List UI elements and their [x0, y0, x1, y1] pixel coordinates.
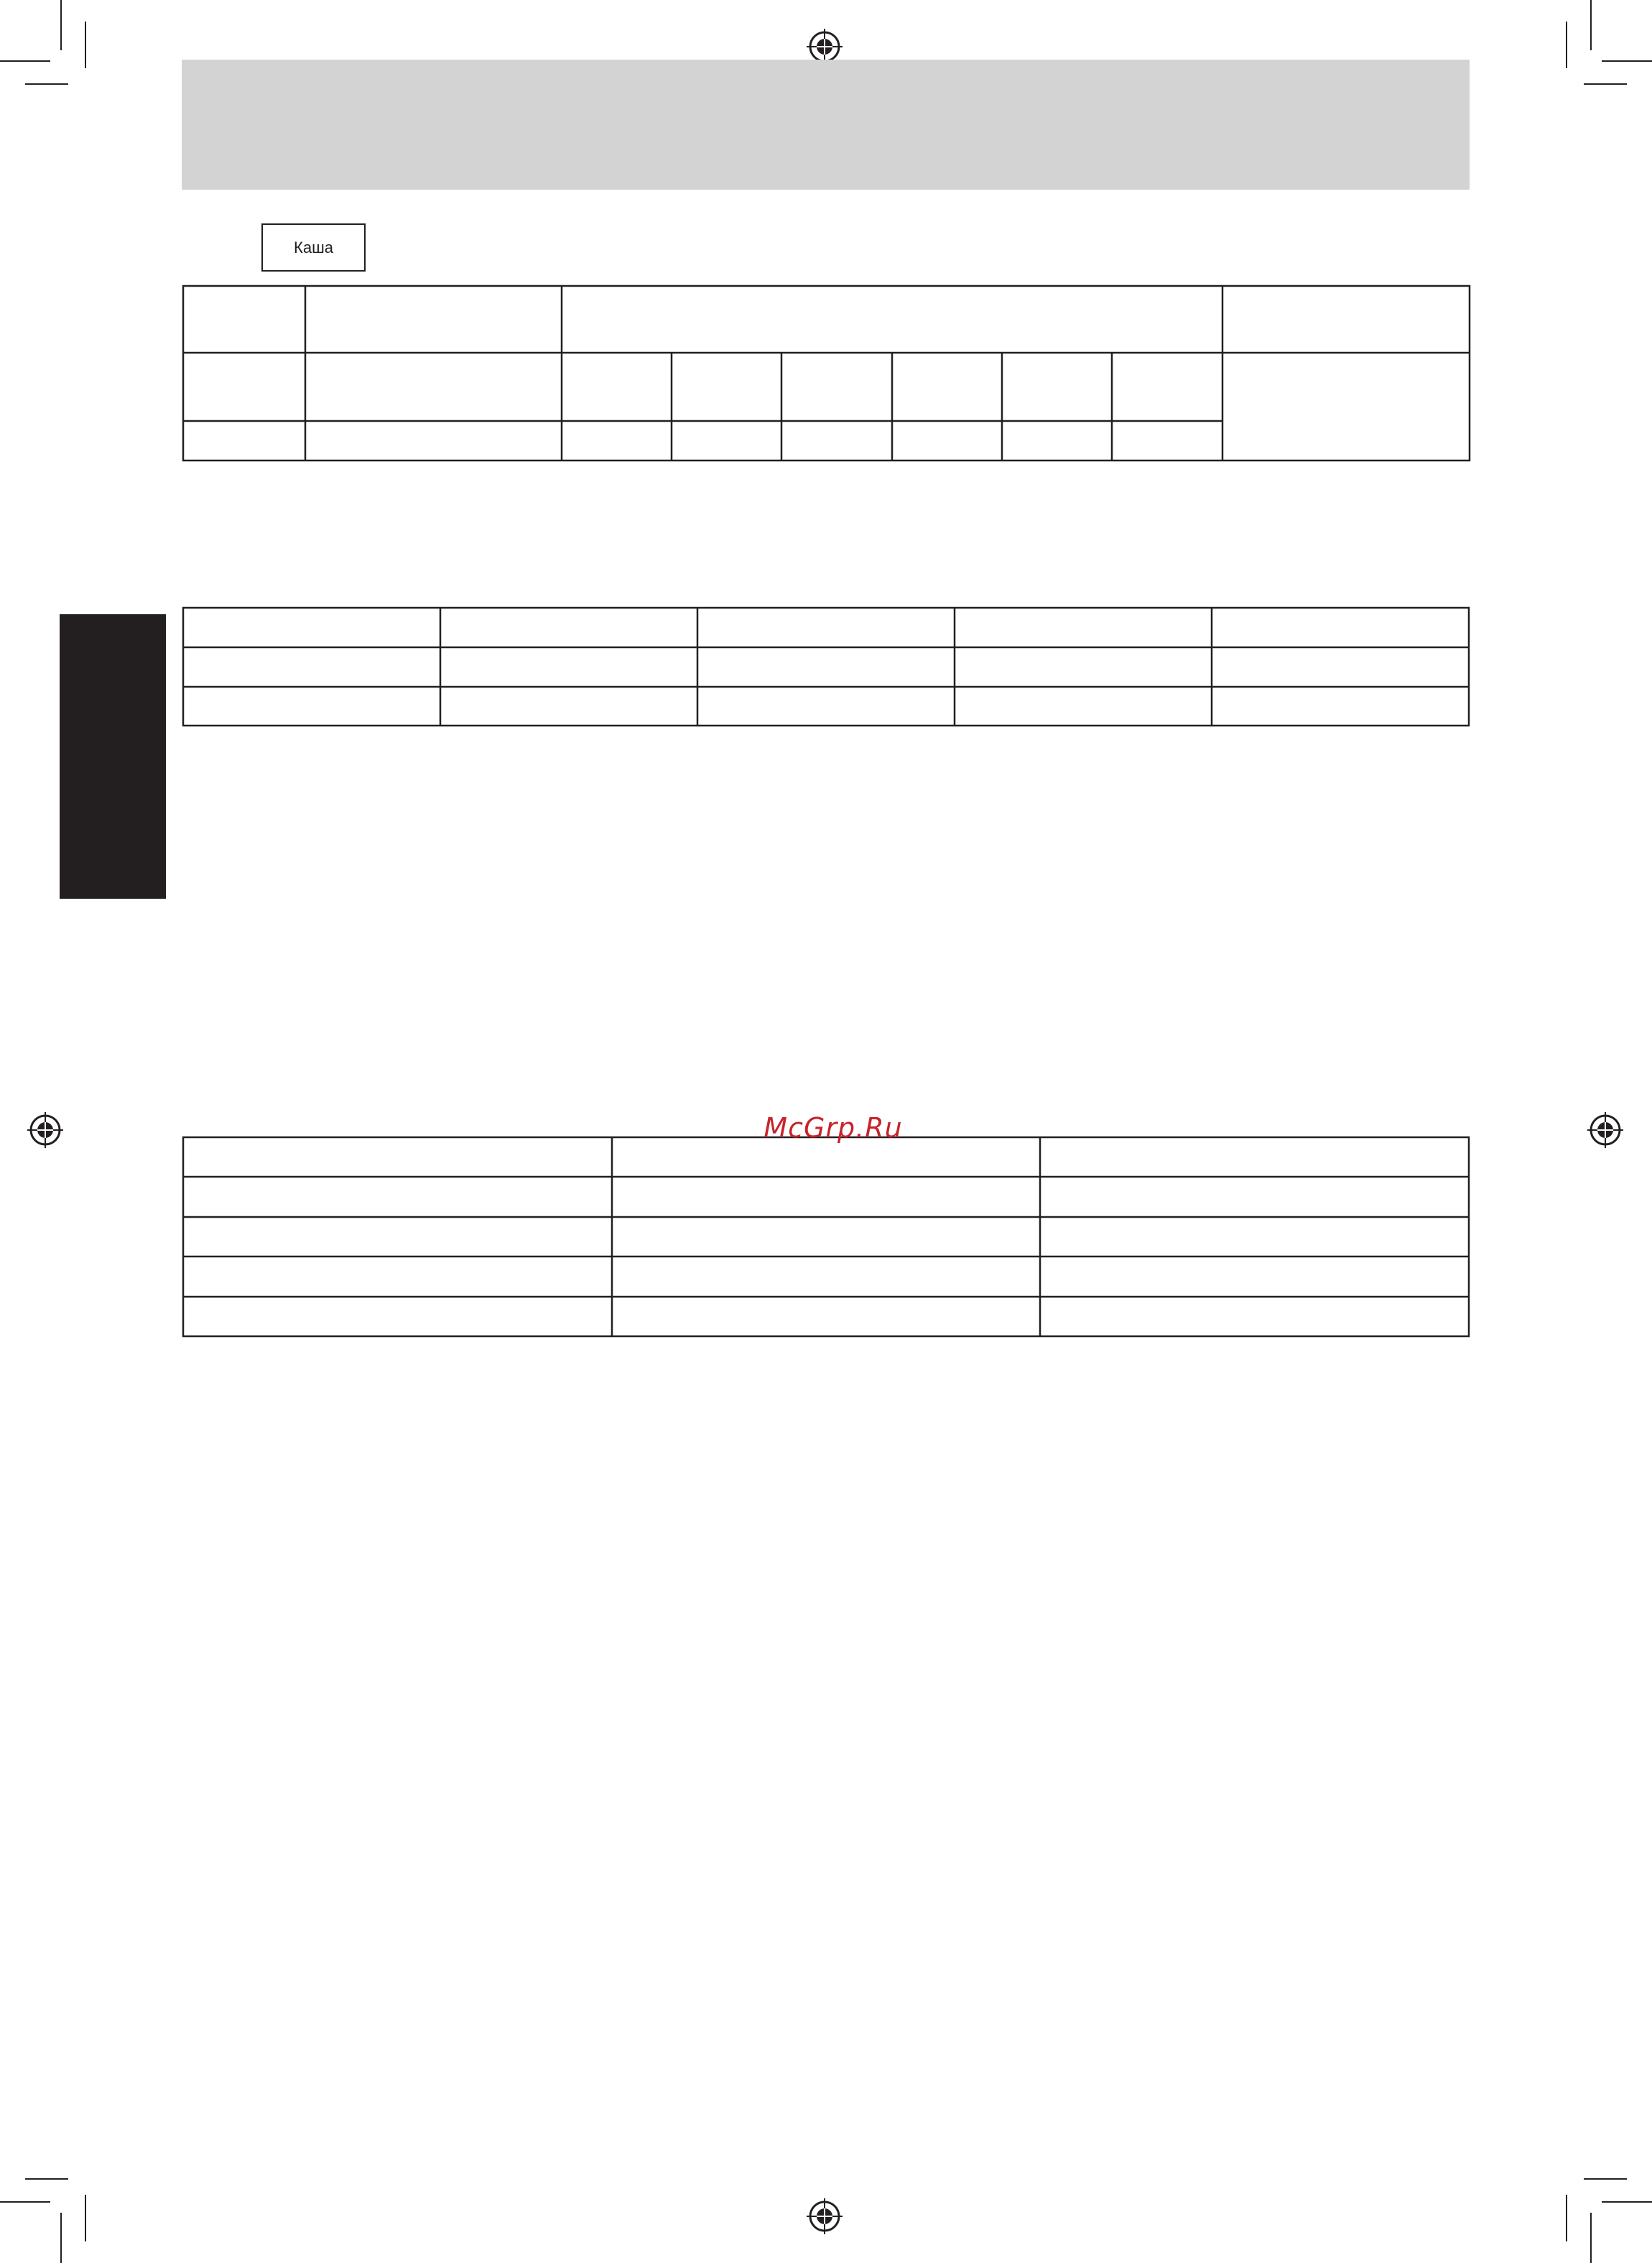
watermark-text: McGrp.Ru: [764, 1112, 903, 1144]
program-label: Каша: [294, 238, 333, 256]
program-table: [183, 286, 1470, 461]
table-two: [183, 608, 1469, 726]
table-three: [183, 1137, 1469, 1336]
